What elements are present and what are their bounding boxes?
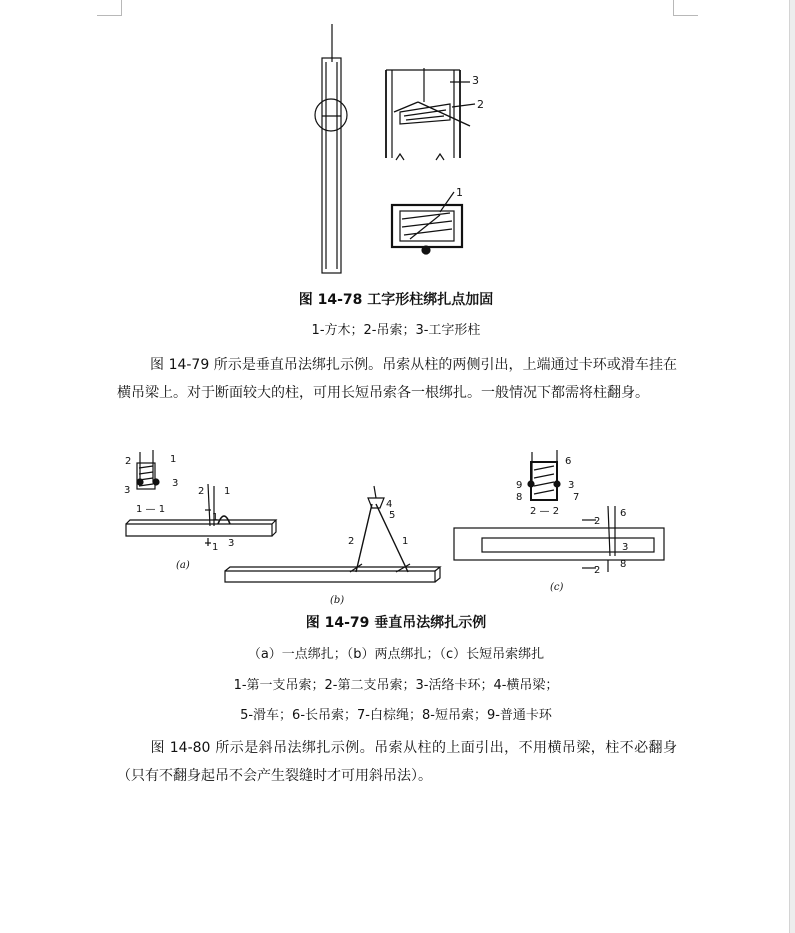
i-column-outline bbox=[322, 58, 341, 273]
panel-a-section-label-1: 1 bbox=[170, 454, 177, 465]
panel-a-section-label-2: 2 bbox=[125, 456, 132, 467]
window-right-edge bbox=[789, 0, 795, 933]
figure-14-79-legend-line-1: （a）一点绑扎；（b）两点绑扎；（c）长短吊索绑扎 bbox=[247, 647, 545, 662]
figure-14-78-drawing bbox=[300, 20, 500, 280]
panel-a-label-section-bottom: 1 bbox=[212, 542, 219, 553]
figure-14-79-caption: 图 14-79 垂直吊法绑扎示例 bbox=[305, 615, 487, 631]
panel-c-section-label-3: 3 bbox=[568, 480, 575, 491]
figure-14-78-caption: 图 14-78 工字形柱绑扎点加固 bbox=[298, 292, 494, 308]
panel-c-section-label-6: 6 bbox=[565, 456, 572, 467]
detail-circle bbox=[315, 99, 347, 131]
panel-c-section-label-7: 7 bbox=[573, 492, 580, 503]
figure-14-79-legend-line-2: 1-第一支吊索；2-第二支吊索；3-活络卡环；4-横吊梁； bbox=[233, 678, 559, 693]
panel-c-label-section-top: 2 bbox=[594, 516, 601, 527]
panel-c-section-label-8: 8 bbox=[516, 492, 523, 503]
page-corner-mark-top-left bbox=[97, 0, 122, 16]
fig78-label-1: 1 bbox=[456, 186, 463, 199]
panel-c-label-section-bottom: 2 bbox=[594, 565, 601, 576]
panel-c-label-6: 6 bbox=[620, 508, 627, 519]
panel-a-label-1: 1 bbox=[224, 486, 231, 497]
paragraph-vertical-lift-text: 图 14-79 所示是垂直吊法绑扎示例。吊索从柱的两侧引出，上端通过卡环或滑车挂在横吊梁上。对于断面较大的柱，可用长短吊索各一根绑扎。一般情况下都需将柱翻身。 bbox=[117, 357, 677, 401]
panel-b-tag: (b) bbox=[330, 595, 345, 606]
panel-c-column bbox=[454, 528, 664, 560]
panel-a-label-2: 2 bbox=[198, 486, 205, 497]
panel-a-tag: (a) bbox=[176, 560, 190, 571]
panel-b-label-1: 1 bbox=[402, 536, 409, 547]
panel-a-label-section-top: 1 bbox=[212, 512, 219, 523]
panel-c-label-8: 8 bbox=[620, 559, 627, 570]
panel-b-label-4: 4 bbox=[386, 499, 393, 510]
panel-a-section-label-3-left: 3 bbox=[124, 485, 131, 496]
figure-14-78 bbox=[300, 20, 500, 280]
panel-a-section-label-3-right: 3 bbox=[172, 478, 179, 489]
panel-b-label-2: 2 bbox=[348, 536, 355, 547]
page-corner-mark-top-right bbox=[673, 0, 698, 16]
fig78-label-2: 2 bbox=[477, 98, 484, 111]
panel-c-section-label-9: 9 bbox=[516, 480, 523, 491]
figure-14-79 bbox=[110, 446, 680, 606]
figure-14-79-drawing bbox=[110, 446, 680, 606]
paragraph-oblique-lift-text: 图 14-80 所示是斜吊法绑扎示例。吊索从柱的上面引出，不用横吊梁，柱不必翻身（只有不翻身起吊不会产生裂缝时才可用斜吊法）。 bbox=[117, 740, 677, 784]
panel-b-column bbox=[225, 571, 435, 582]
panel-a-column bbox=[126, 524, 272, 536]
panel-c-label-3: 3 bbox=[622, 542, 629, 553]
paragraph-vertical-lift bbox=[117, 351, 677, 407]
paragraph-oblique-lift bbox=[117, 734, 677, 790]
fig78-label-3: 3 bbox=[472, 74, 479, 87]
figure-14-78-legend: 1-方木；2-吊索；3-工字形柱 bbox=[311, 323, 481, 338]
panel-c-section-title: 2 — 2 bbox=[530, 506, 560, 517]
panel-b-pulley bbox=[368, 498, 384, 508]
panel-a-section-title: 1 — 1 bbox=[136, 504, 166, 515]
panel-b-label-5: 5 bbox=[389, 510, 396, 521]
panel-c-tag: (c) bbox=[550, 582, 564, 593]
figure-14-79-legend-line-3: 5-滑车；6-长吊索；7-白棕绳；8-短吊索；9-普通卡环 bbox=[240, 708, 552, 723]
panel-a-label-3: 3 bbox=[228, 538, 235, 549]
